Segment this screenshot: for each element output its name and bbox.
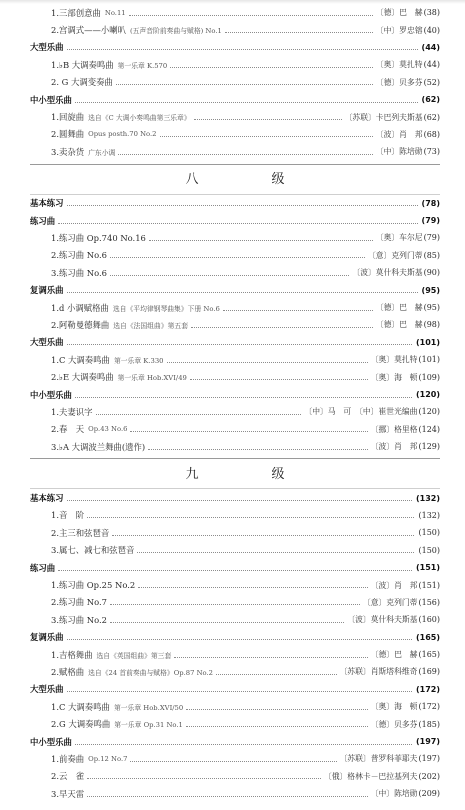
toc-entry[interactable] [30,524,440,541]
entry-note: 第一乐章 Hob.XVI/49 [117,374,187,383]
entry-page-number: (79) [421,216,440,226]
dot-leader [87,516,414,518]
entry-title: 基本练习 [30,493,64,504]
dot-leader [110,603,360,605]
grade9-rows [30,489,440,802]
dot-leader [58,222,417,224]
entry-page-number: (160) [418,615,440,625]
entry-composer: 〔中〕陈培勋 [370,789,418,799]
grade8-rows [30,195,440,456]
dot-leader [67,638,412,640]
entry-composer: 〔奥〕莫扎特 [375,60,423,70]
entry-page-number: (132) [415,493,440,503]
toc-entry[interactable] [30,785,440,802]
entry-title: 3.练习曲 No.2 [51,614,107,625]
toc-entry[interactable] [30,56,440,73]
entry-note: 第一乐章 K.570 [117,61,168,70]
entry-page-number: (38) [423,8,440,18]
entry-title: 2. G 大调变奏曲 [51,77,113,88]
grade9-heading: 九 级 [185,466,315,482]
entry-note: 第一乐章 Hob.XVI/50 [113,703,184,712]
entry-composer: 〔德〕贝多芬 [370,719,418,729]
entry-page-number: (120) [418,407,440,417]
entry-composer: 〔中〕罗忠镕 [375,25,423,35]
entry-page-number: (40) [423,25,440,35]
entry-title: 2.春 天 [51,424,85,435]
entry-page-number: (73) [423,147,440,157]
toc-entry[interactable] [30,143,440,160]
entry-page-number: (78) [421,198,440,208]
toc-entry[interactable] [30,438,440,455]
entry-title: 1.C 大调奏鸣曲 [51,354,110,365]
entry-title: 3.早天雷 [51,788,85,799]
entry-page-number: (151) [418,580,440,590]
toc-entry[interactable] [30,368,440,385]
entry-composer: 〔德〕巴 赫 [370,650,418,660]
entry-title: 基本练习 [30,198,64,209]
entry-title: 2.赋格曲 [51,666,85,677]
entry-page-number: (185) [418,719,440,729]
toc-entry[interactable] [30,247,440,264]
dot-leader [110,274,349,276]
entry-title: 中小型乐曲 [30,94,72,105]
entry-title: 1.吉格舞曲 [51,649,93,660]
dot-leader [148,448,368,450]
dot-leader [116,83,373,85]
dot-leader [67,48,418,50]
toc-section-heading[interactable] [30,629,440,646]
entry-note: 第一乐章 K.330 [113,356,164,365]
entry-composer: 〔波〕肖 邦 [370,580,418,590]
entry-title: 1.d 小调赋格曲 [51,302,109,313]
entry-page-number: (62) [423,112,440,122]
dot-leader [130,760,336,762]
toc-entry[interactable] [30,768,440,785]
entry-composer: 〔德〕巴 赫 [375,320,423,330]
entry-page-number: (44) [421,42,440,52]
dot-leader [160,135,373,137]
entry-title: 1.C 大调奏鸣曲 [51,701,110,712]
toc-entry[interactable] [30,316,440,333]
dot-leader [67,291,418,293]
dot-leader [170,66,373,68]
entry-composer: 〔奥〕海 顿 [370,372,418,382]
toc-entry[interactable] [30,229,440,246]
toc-entry[interactable] [30,403,440,420]
entry-page-number: (151) [415,563,440,573]
entry-title: 大型乐曲 [30,684,64,695]
entry-note: 选自《平均律钢琴曲集》下册 No.6 [112,304,220,313]
toc-section-heading[interactable] [30,39,440,56]
entry-page-number: (101) [415,337,440,347]
entry-page-number: (197) [418,754,440,764]
dot-leader [186,725,368,727]
entry-page-number: (169) [418,667,440,677]
entry-page-number: (68) [423,129,440,139]
toc-entry[interactable] [30,576,440,593]
entry-composer: 〔奥〕莫扎特 [370,355,418,365]
entry-page-number: (109) [418,372,440,382]
entry-page-number: (132) [418,510,440,520]
entry-composer: 〔德〕巴 赫 [375,8,423,18]
entry-composer: 〔苏联〕卡巴列夫斯基 [344,112,423,122]
entry-note: Op.43 No.6 [88,425,128,434]
entry-note: 广东小调 [88,148,116,157]
grade8-heading: 八 级 [185,172,315,188]
toc-entry[interactable] [30,351,440,368]
dot-leader [225,31,373,33]
toc-entry[interactable] [30,715,440,732]
dot-leader [75,743,412,745]
entry-page-number: (172) [415,684,440,694]
dot-leader [118,153,372,155]
entry-page-number: (150) [418,545,440,555]
entry-title: 2.G 大调奏鸣曲 [51,719,111,730]
entry-composer: 〔德〕贝多芬 [375,77,423,87]
entry-title: 练习曲 [30,215,56,226]
entry-title: 1.♭B 大调奏鸣曲 [51,59,114,70]
entry-title: 2.练习曲 No.7 [51,597,107,608]
entry-title: 1.夫妻识字 [51,406,93,417]
entry-page-number: (120) [415,390,440,399]
entry-composer: 〔波〕莫什科夫斯基 [352,268,423,278]
entry-title: 2.阿勒曼德舞曲 [51,319,110,330]
entry-page-number: (150) [418,528,440,538]
entry-title: 2.练习曲 No.6 [51,250,107,261]
toc-entry[interactable] [30,74,440,91]
entry-page-number: (172) [418,702,440,712]
entry-page-number: (52) [423,77,440,87]
entry-title: 2.云 雀 [51,771,85,782]
dot-leader [216,673,337,675]
toc-entry[interactable] [30,4,440,21]
dot-leader [174,656,367,658]
entry-note: Op.12 No.7 [88,754,128,763]
entry-note: 选自《24 首前奏曲与赋格》Op.87 No.2 [88,668,213,677]
entry-page-number: (79) [423,233,440,243]
dot-leader [67,204,418,206]
entry-composer: 〔中〕马 可 〔中〕崔世光编曲 [304,407,418,417]
entry-composer: 〔挪〕格里格 [370,424,418,434]
entry-page-number: (209) [418,789,440,799]
toc-section-heading[interactable] [30,489,440,506]
dot-leader [137,551,414,553]
entry-page-number: (202) [418,771,440,781]
toc-section-heading[interactable] [30,559,440,576]
entry-title: 2.♭E 大调奏鸣曲 [51,372,114,383]
toc-section-heading[interactable] [30,681,440,698]
entry-title: 1.练习曲 Op.25 No.2 [51,580,136,591]
toc-section-heading[interactable] [30,91,440,108]
entry-composer: 〔波〕肖 邦 [375,129,423,139]
entry-title: 3.卖杂货 [51,146,85,157]
toc-section-heading[interactable] [30,733,440,750]
toc-section-heading[interactable] [30,281,440,298]
dot-leader [58,569,412,571]
entry-title: 复调乐曲 [30,285,64,296]
toc-entry[interactable] [30,126,440,143]
entry-page-number: (197) [415,737,440,747]
dot-leader [67,343,412,345]
dot-leader [87,777,321,779]
entry-note: 选自《英国组曲》第三套 [96,651,172,660]
entry-title: 中小型乐曲 [30,736,72,747]
entry-page-number: (156) [418,597,440,607]
entry-title: 2.宫调式——小喇叭 [51,25,126,36]
entry-composer: 〔德〕巴 赫 [375,303,423,313]
entry-title: 3.♭A 大调波兰舞曲(遗作) [51,441,146,452]
grade7-continued-rows [30,4,440,161]
toc-content [30,4,440,802]
entry-note: 选自《C 大调小奏鸣曲第三乐章》 [88,114,191,123]
dot-leader [130,430,367,432]
entry-note: Opus posth.70 No.2 [88,130,157,139]
entry-page-number: (98) [423,320,440,330]
dot-leader [138,586,368,588]
entry-page-number: (124) [418,424,440,434]
entry-title: 练习曲 [30,562,56,573]
entry-title: 1.音 阶 [51,510,85,521]
dot-leader [194,118,342,120]
toc-entry[interactable] [30,663,440,680]
entry-composer: 〔苏联〕普罗科菲耶夫 [339,754,418,764]
dot-leader [96,413,302,415]
entry-note: 第一乐章 Op.31 No.1 [114,721,183,730]
toc-section-heading[interactable] [30,195,440,212]
entry-note: (五声音阶前奏曲与赋格) No.1 [130,27,222,36]
entry-title: 中小型乐曲 [30,389,72,400]
entry-title: 复调乐曲 [30,632,64,643]
dot-leader [112,534,414,536]
entry-page-number: (62) [421,95,440,105]
entry-page-number: (101) [418,355,440,365]
entry-title: 2.圆舞曲 [51,129,85,140]
entry-page-number: (95) [421,285,440,295]
toc-entry[interactable] [30,611,440,628]
entry-page-number: (95) [423,303,440,313]
entry-title: 3.属七、减七和弦琶音 [51,545,135,556]
toc-entry[interactable] [30,507,440,524]
dot-leader [129,14,373,16]
dot-leader [67,690,412,692]
dot-leader [186,708,368,710]
entry-composer: 〔波〕肖 邦 [370,442,418,452]
dot-leader [223,309,373,311]
entry-page-number: (165) [418,650,440,660]
toc-entry[interactable] [30,750,440,767]
entry-page-number: (129) [418,442,440,452]
toc-entry[interactable] [30,21,440,38]
dot-leader [190,378,368,380]
entry-page-number: (85) [423,250,440,260]
dot-leader [110,256,365,258]
entry-page-number: (165) [415,632,440,642]
entry-page-number: (90) [423,268,440,278]
toc-section-heading[interactable] [30,334,440,351]
entry-note: No.11 [104,8,126,17]
toc-entry[interactable] [30,421,440,438]
dot-leader [191,326,373,328]
entry-title: 1.前奏曲 [51,753,85,764]
dot-leader [75,101,418,103]
entry-title: 1.练习曲 Op.740 No.16 [51,232,146,243]
dot-leader [67,499,412,501]
entry-title: 大型乐曲 [30,337,64,348]
entry-composer: 〔奥〕车尔尼 [375,233,423,243]
entry-page-number: (44) [423,60,440,70]
toc-entry[interactable] [30,698,440,715]
entry-composer: 〔波〕莫什科夫斯基 [347,615,418,625]
entry-composer: 〔中〕陈培勋 [375,147,423,157]
toc-entry[interactable] [30,594,440,611]
entry-composer: 〔奥〕海 顿 [370,702,418,712]
entry-composer: 〔俄〕格林卡－巴拉基列夫 [323,771,418,781]
dot-leader [167,361,368,363]
toc-section-heading[interactable] [30,212,440,229]
entry-title: 3.练习曲 No.6 [51,267,107,278]
entry-title: 2.主三和弦琶音 [51,527,110,538]
toc-entry[interactable] [30,542,440,559]
entry-title: 大型乐曲 [30,42,64,53]
toc-entry[interactable] [30,264,440,281]
entry-composer: 〔意〕克列门蒂 [362,597,418,607]
toc-entry[interactable] [30,646,440,663]
toc-section-heading[interactable] [30,386,440,403]
entry-composer: 〔苏联〕肖斯塔科维奇 [339,667,418,677]
toc-entry[interactable] [30,108,440,125]
dot-leader [75,396,412,398]
dot-leader [110,621,344,623]
toc-entry[interactable] [30,299,440,316]
dot-leader [149,239,373,241]
entry-note: 选自《法国组曲》第五套 [113,321,189,330]
dot-leader [87,795,368,797]
entry-title: 1.回旋曲 [51,112,85,123]
entry-title: 1.三部创意曲 [51,7,101,18]
entry-composer: 〔意〕克列门蒂 [368,250,423,260]
